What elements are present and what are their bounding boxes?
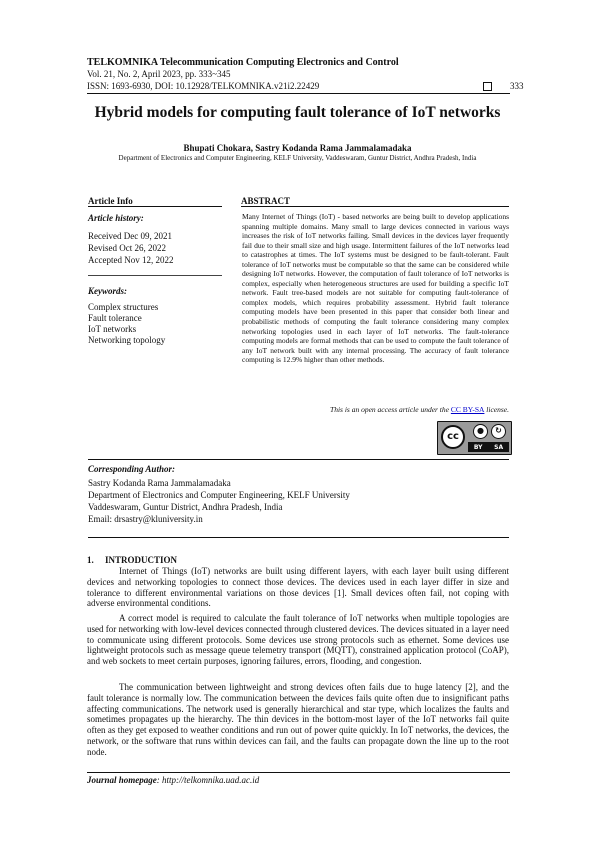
sa-label: SA [494, 443, 504, 451]
footer-divider [87, 772, 510, 773]
cc-icon: cc [441, 425, 465, 449]
keywords-divider [88, 275, 222, 276]
open-access-note [241, 405, 509, 414]
open-access-suffix: license. [484, 405, 509, 414]
paragraph-text: The communication between lightweight and strong devices often fails due to huge latency [2], and the fault tolerance is normally low. The communication between the devices fails quite often due to insignificant paths affecting communications. The network used is generally hierarchical and star type, which localizes the faults and sometimes propagates up the hierarchy. The thin devices in the bottom-most layer of the IoT networks fail quite often as they get exposed to weather conditions and run out of power quite quickly. In IoT networks, the devices, the network, or the software that runs within devices can fail, and the faults can propagate down the line up to the root node. [87, 682, 509, 757]
by-person-icon: ● [473, 424, 488, 439]
section-heading-introduction [87, 555, 177, 565]
history-accepted: Accepted Nov 12, 2022 [88, 255, 174, 265]
corresponding-top-divider [88, 459, 509, 460]
open-access-prefix: This is an open access article under the [330, 405, 451, 414]
cc-by-sa-link[interactable]: CC BY-SA [450, 405, 485, 414]
page-number: 333 [510, 81, 524, 91]
section-number: 1. [87, 555, 94, 565]
author-list: Bhupati Chokara, Sastry Kodanda Rama Jammalamadaka [183, 143, 412, 153]
keywords-label: Keywords: [88, 286, 127, 296]
affiliation: Department of Electronics and Computer Engineering, KELF University, Vaddeswaram, Guntur District, Andhra Pradesh, India [118, 154, 477, 162]
corresponding-email: Email: drsastry@kluniversity.in [88, 514, 203, 524]
paragraph-text: Internet of Things (IoT) networks are built using different layers, with each layer built using different devices and networking topologies to connect those devices. The devices used in each layer differ in size and tolerance to different environmental variations on those devices [1]. Small devices often fail, not coping with adverse environmental conditions. [87, 566, 509, 609]
keyword-item: Fault tolerance [88, 313, 142, 323]
keyword-item: Complex structures [88, 302, 159, 312]
share-alike-icon: ↻ [491, 424, 506, 439]
history-revised: Revised Oct 26, 2022 [88, 243, 166, 253]
corresponding-bottom-divider [88, 537, 509, 538]
article-info-divider [88, 206, 222, 207]
homepage-label: Journal homepage [87, 775, 157, 785]
article-info-heading: Article Info [88, 196, 133, 206]
journal-homepage [87, 775, 259, 785]
keyword-item: Networking topology [88, 335, 166, 345]
history-received: Received Dec 09, 2021 [88, 231, 172, 241]
square-icon [483, 82, 492, 91]
intro-paragraph-2 [87, 613, 509, 667]
corresponding-name: Sastry Kodanda Rama Jammalamadaka [88, 478, 231, 488]
corresponding-location: Vaddeswaram, Guntur District, Andhra Pradesh, India [88, 502, 283, 512]
intro-paragraph-3 [87, 682, 509, 757]
article-history-label: Article history: [88, 213, 144, 223]
volume-info: Vol. 21, No. 2, April 2023, pp. 333~345 [87, 69, 231, 79]
by-label: BY [473, 443, 483, 451]
header-divider [87, 93, 510, 94]
paragraph-text: A correct model is required to calculate the fault tolerance of IoT networks when multiple topologies are used for networking with low-level devices connected through clustered devices. The devices situated in a layer need to communicate using different protocols. Some devices use strong protocols such as ethernet. Some devices use lightweight protocols such as message queue telemetry transport (MQTT), constrained application protocol (CoAP), and web sockets to meet certain purposes, ignoring failures, errors, flooding, and congestion. [87, 613, 509, 666]
abstract-divider [241, 206, 509, 207]
corresponding-author-label: Corresponding Author: [88, 464, 175, 474]
issn-doi: ISSN: 1693-6930, DOI: 10.12928/TELKOMNIKA.v21i2.22429 [87, 81, 320, 91]
keyword-item: IoT networks [88, 324, 137, 334]
homepage-url[interactable]: : http://telkomnika.uad.ac.id [156, 775, 260, 785]
journal-name: TELKOMNIKA Telecommunication Computing Electronics and Control [87, 57, 399, 68]
section-title: INTRODUCTION [105, 555, 178, 565]
intro-paragraph-1 [87, 566, 509, 609]
corresponding-department: Department of Electronics and Computer Engineering, KELF University [88, 490, 350, 500]
abstract-heading: ABSTRACT [241, 196, 291, 206]
paper-title: Hybrid models for computing fault tolerance of IoT networks [94, 104, 501, 121]
license-strip [468, 442, 509, 452]
cc-license-badge[interactable] [437, 421, 512, 455]
abstract-text: Many Internet of Things (IoT) - based networks are being built to develop applications spanning multiple domains. Many small to large devices connected in various ways increases the risk of IoT networks failing. Small devices in the devices layer frequently fail due to their small size and high usage. Intermittent failures of the IoT networks lead to catastrophes at times. The IoT systems must be designed to be fault-tolerant. Fault tolerance of IoT networks must be computable so that the same can be considered while designing IoT networks. However, the computation of fault tolerance of IoT networks is complex, especially when heterogeneous structures are used for building a specific IoT network. Fault tree-based models are not suitable for computing fault-tolerance of complex models, which requires probability assessment. Hybrid fault tolerance computing models have been presented in this paper that consider both linear and probabilistic methods of computing the fault tolerance considering many complex networking topologies used in each layer of IoT networks. The fault-tolerance computing models are formal methods that can be used to compute the fault tolerance of any IoT network built with any internal processing. The accuracy of fault tolerance computing is 12.9% higher than other methods. [242, 212, 509, 365]
